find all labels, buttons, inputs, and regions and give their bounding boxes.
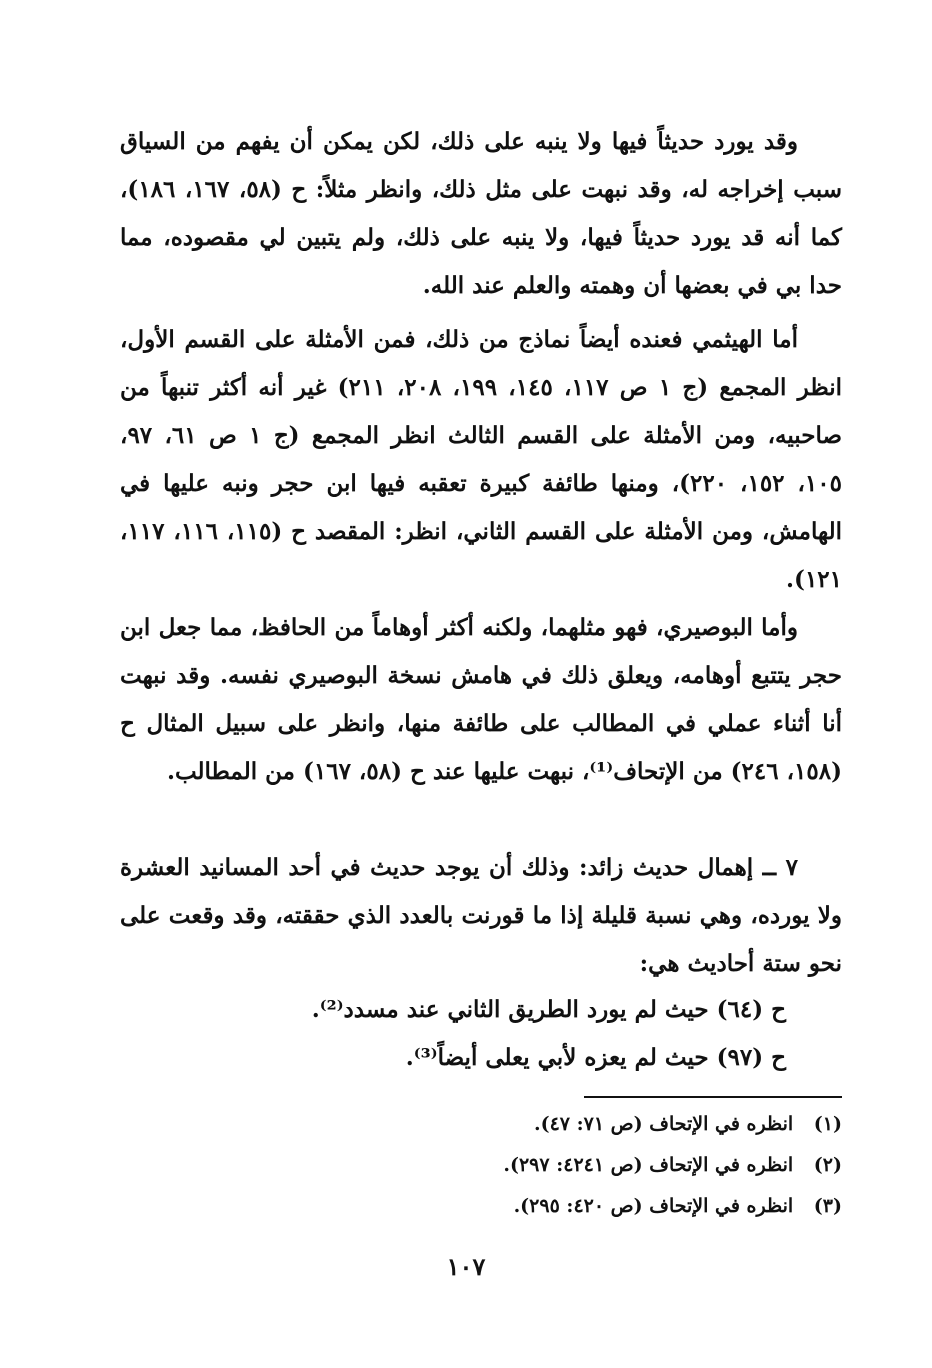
footnote-divider (584, 1096, 842, 1098)
footnote-2 (300, 1145, 842, 1186)
hadith-list (120, 986, 786, 1082)
paragraph-2: أما الهيثمي فعنده أيضاً نماذج من ذلك، فمن الأمثلة على القسم الأول، انظر المجمع (ج ١ ص ١١٧، ١٤٥، ١٩٩، ٢٠٨، ٢١١) غير أنه أكثر تنبهاً من صاحبيه، ومن الأمثلة على القسم الثالث انظر المجمع (ج ١ ص ٦١، ٩٧، ١٠٥، ١٥٢، ٢٢٠)، ومنها طائفة كبيرة تعقبه فيها ابن حجر ونبه عليها في الهامش، ومن الأمثلة على القسم الثاني، انظر: المقصد ح (١١٥، ١١٦، ١١٧، ١٢١). (120, 326, 843, 593)
footnote-number: (٢) (813, 1154, 842, 1176)
footnote-number: (١) (813, 1113, 842, 1135)
list-item: ح (٦٤) حيث لم يورد الطريق الثاني عند مسدد⁽²⁾. (311, 996, 786, 1023)
footnote-text: انظره في الإتحاف (ص ٤٢٤١: ٢٩٧). (503, 1154, 794, 1176)
footnote-text: انظره في الإتحاف (ص ٧١: ٤٧). (533, 1113, 794, 1135)
paragraph-1: وقد يورد حديثاً فيها ولا ينبه على ذلك، لكن يمكن أن يفهم من السياق سبب إخراجه له، وقد نبهت على مثل ذلك، وانظر مثلاً: ح (٥٨، ١٦٧، ١٨٦)، كما أنه قد يورد حديثاً فيها، ولا ينبه على ذلك، ولم يتبين لي مقصوده، مما حدا بي في بعضها أن وهمته والعلم عند الله. (120, 128, 842, 299)
body-text (120, 604, 842, 796)
list-item: ح (٩٧) حيث لم يعزه لأبي يعلى أيضاً⁽³⁾. (405, 1044, 786, 1071)
footnote-1 (300, 1104, 842, 1145)
footnotes (300, 1104, 842, 1227)
footnote-3 (300, 1186, 842, 1227)
body-text (120, 118, 842, 310)
body-text (120, 316, 842, 604)
body-text (120, 844, 842, 988)
page-number: ١٠٧ (446, 1252, 486, 1281)
footnote-number: (٣) (813, 1195, 842, 1217)
paragraph-4: ٧ ــ إهمال حديث زائد: وذلك أن يوجد حديث في أحد المسانيد العشرة ولا يورده، وهي نسبة قليلة إذا ما قورنت بالعدد الذي حققته، وقد وقعت على نحو ستة أحاديث هي: (120, 854, 842, 977)
paragraph-3: وأما البوصيري، فهو مثلهما، ولكنه أكثر أوهاماً من الحافظ، مما جعل ابن حجر يتتبع أوهامه، ويعلق ذلك في هامش نسخة البوصيري نفسه. وقد نبهت أنا أثناء عملي في المطالب على طائفة منها، وانظر على سبيل المثال ح (١٥٨، ٢٤٦) من الإتحاف⁽¹⁾، نبهت عليها عند ح (٥٨، ١٦٧) من المطالب. (120, 614, 842, 785)
footnote-text: انظره في الإتحاف (ص ٤٢٠: ٢٩٥). (513, 1195, 794, 1217)
